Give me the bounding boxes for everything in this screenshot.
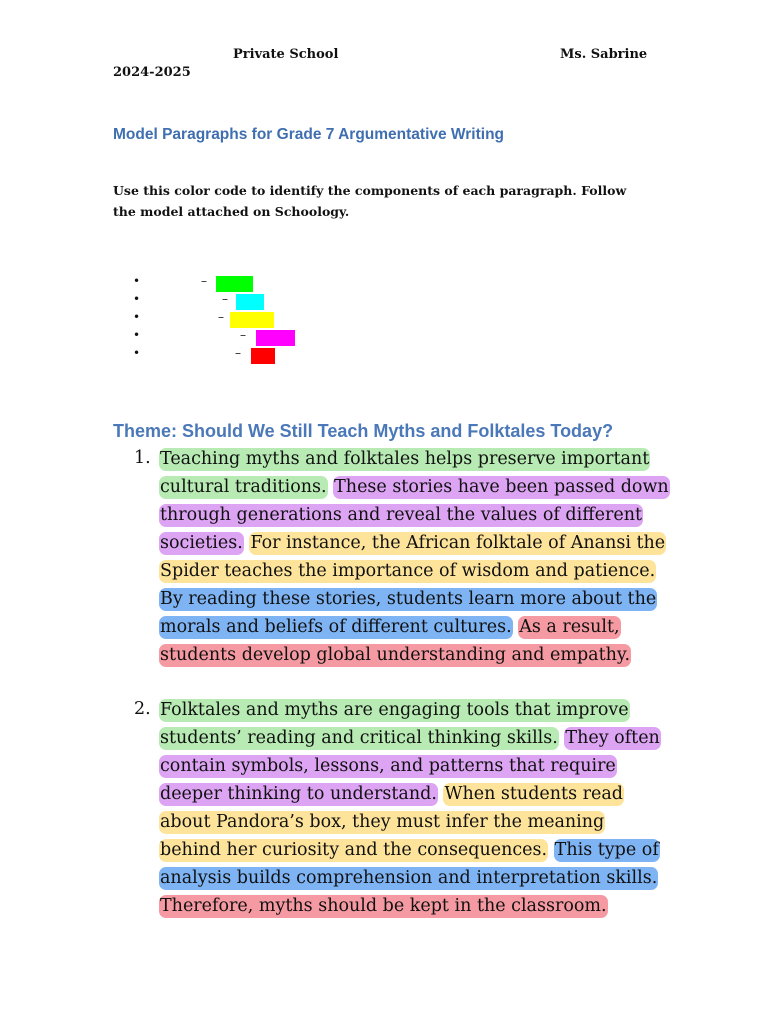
example-sentence: For instance, the African folktale of Anansi the Spider teaches the importance of wisdom and patience.	[160, 533, 666, 581]
example-sentence: When students read about Pandora’s box, they must infer the meaning behind her curiosity and the consequences.	[160, 784, 623, 860]
bullet-icon: •	[133, 274, 141, 288]
paragraph-number: 2.	[134, 699, 151, 719]
paragraph-number: 1.	[134, 448, 151, 468]
theme-heading: Theme: Should We Still Teach Myths and Folktales Today?	[113, 421, 614, 441]
page-title: Model Paragraphs for Grade 7 Argumentative Writing	[113, 126, 505, 143]
bullet-icon: •	[133, 328, 141, 342]
concluding-sentence: As a result, students develop global understanding and empathy.	[160, 617, 631, 665]
school-name: Private School	[233, 47, 339, 62]
bullet-icon: •	[133, 346, 141, 360]
legend-swatch	[251, 348, 275, 364]
explanation-sentence: This type of analysis builds comprehension and interpretation skills.	[160, 840, 659, 888]
instructions-text: Use this color code to identify the components of each paragraph. Follow the model attached on Schoology.	[113, 183, 627, 219]
legend-swatch	[216, 276, 253, 292]
bullet-icon: •	[133, 292, 141, 306]
model-paragraph-2	[159, 696, 669, 920]
legend-dash: –	[235, 346, 241, 360]
concluding-sentence: Therefore, myths should be kept in the classroom.	[160, 896, 607, 916]
legend-dash: –	[240, 328, 246, 342]
topic-sentence: Folktales and myths are engaging tools that improve students’ reading and critical thinking skills.	[160, 700, 629, 748]
legend-swatch	[236, 294, 264, 310]
supporting-sentence: They often contain symbols, lessons, and patterns that require deeper thinking to understand.	[160, 728, 660, 804]
explanation-sentence: By reading these stories, students learn more about the morals and beliefs of different cultures.	[160, 589, 657, 637]
teacher-name: Ms. Sabrine	[560, 47, 648, 62]
legend-swatch	[230, 312, 274, 328]
legend-dash: –	[201, 274, 207, 288]
legend-dash: –	[222, 292, 228, 306]
school-year: 2024-2025	[113, 65, 191, 80]
topic-sentence: Teaching myths and folktales helps preserve important cultural traditions.	[160, 449, 650, 497]
bullet-icon: •	[133, 310, 141, 324]
legend-swatch	[256, 330, 295, 346]
legend-dash: –	[218, 310, 224, 324]
model-paragraph-1	[159, 445, 669, 669]
supporting-sentence: These stories have been passed down through generations and reveal the values of different societies.	[160, 477, 669, 553]
